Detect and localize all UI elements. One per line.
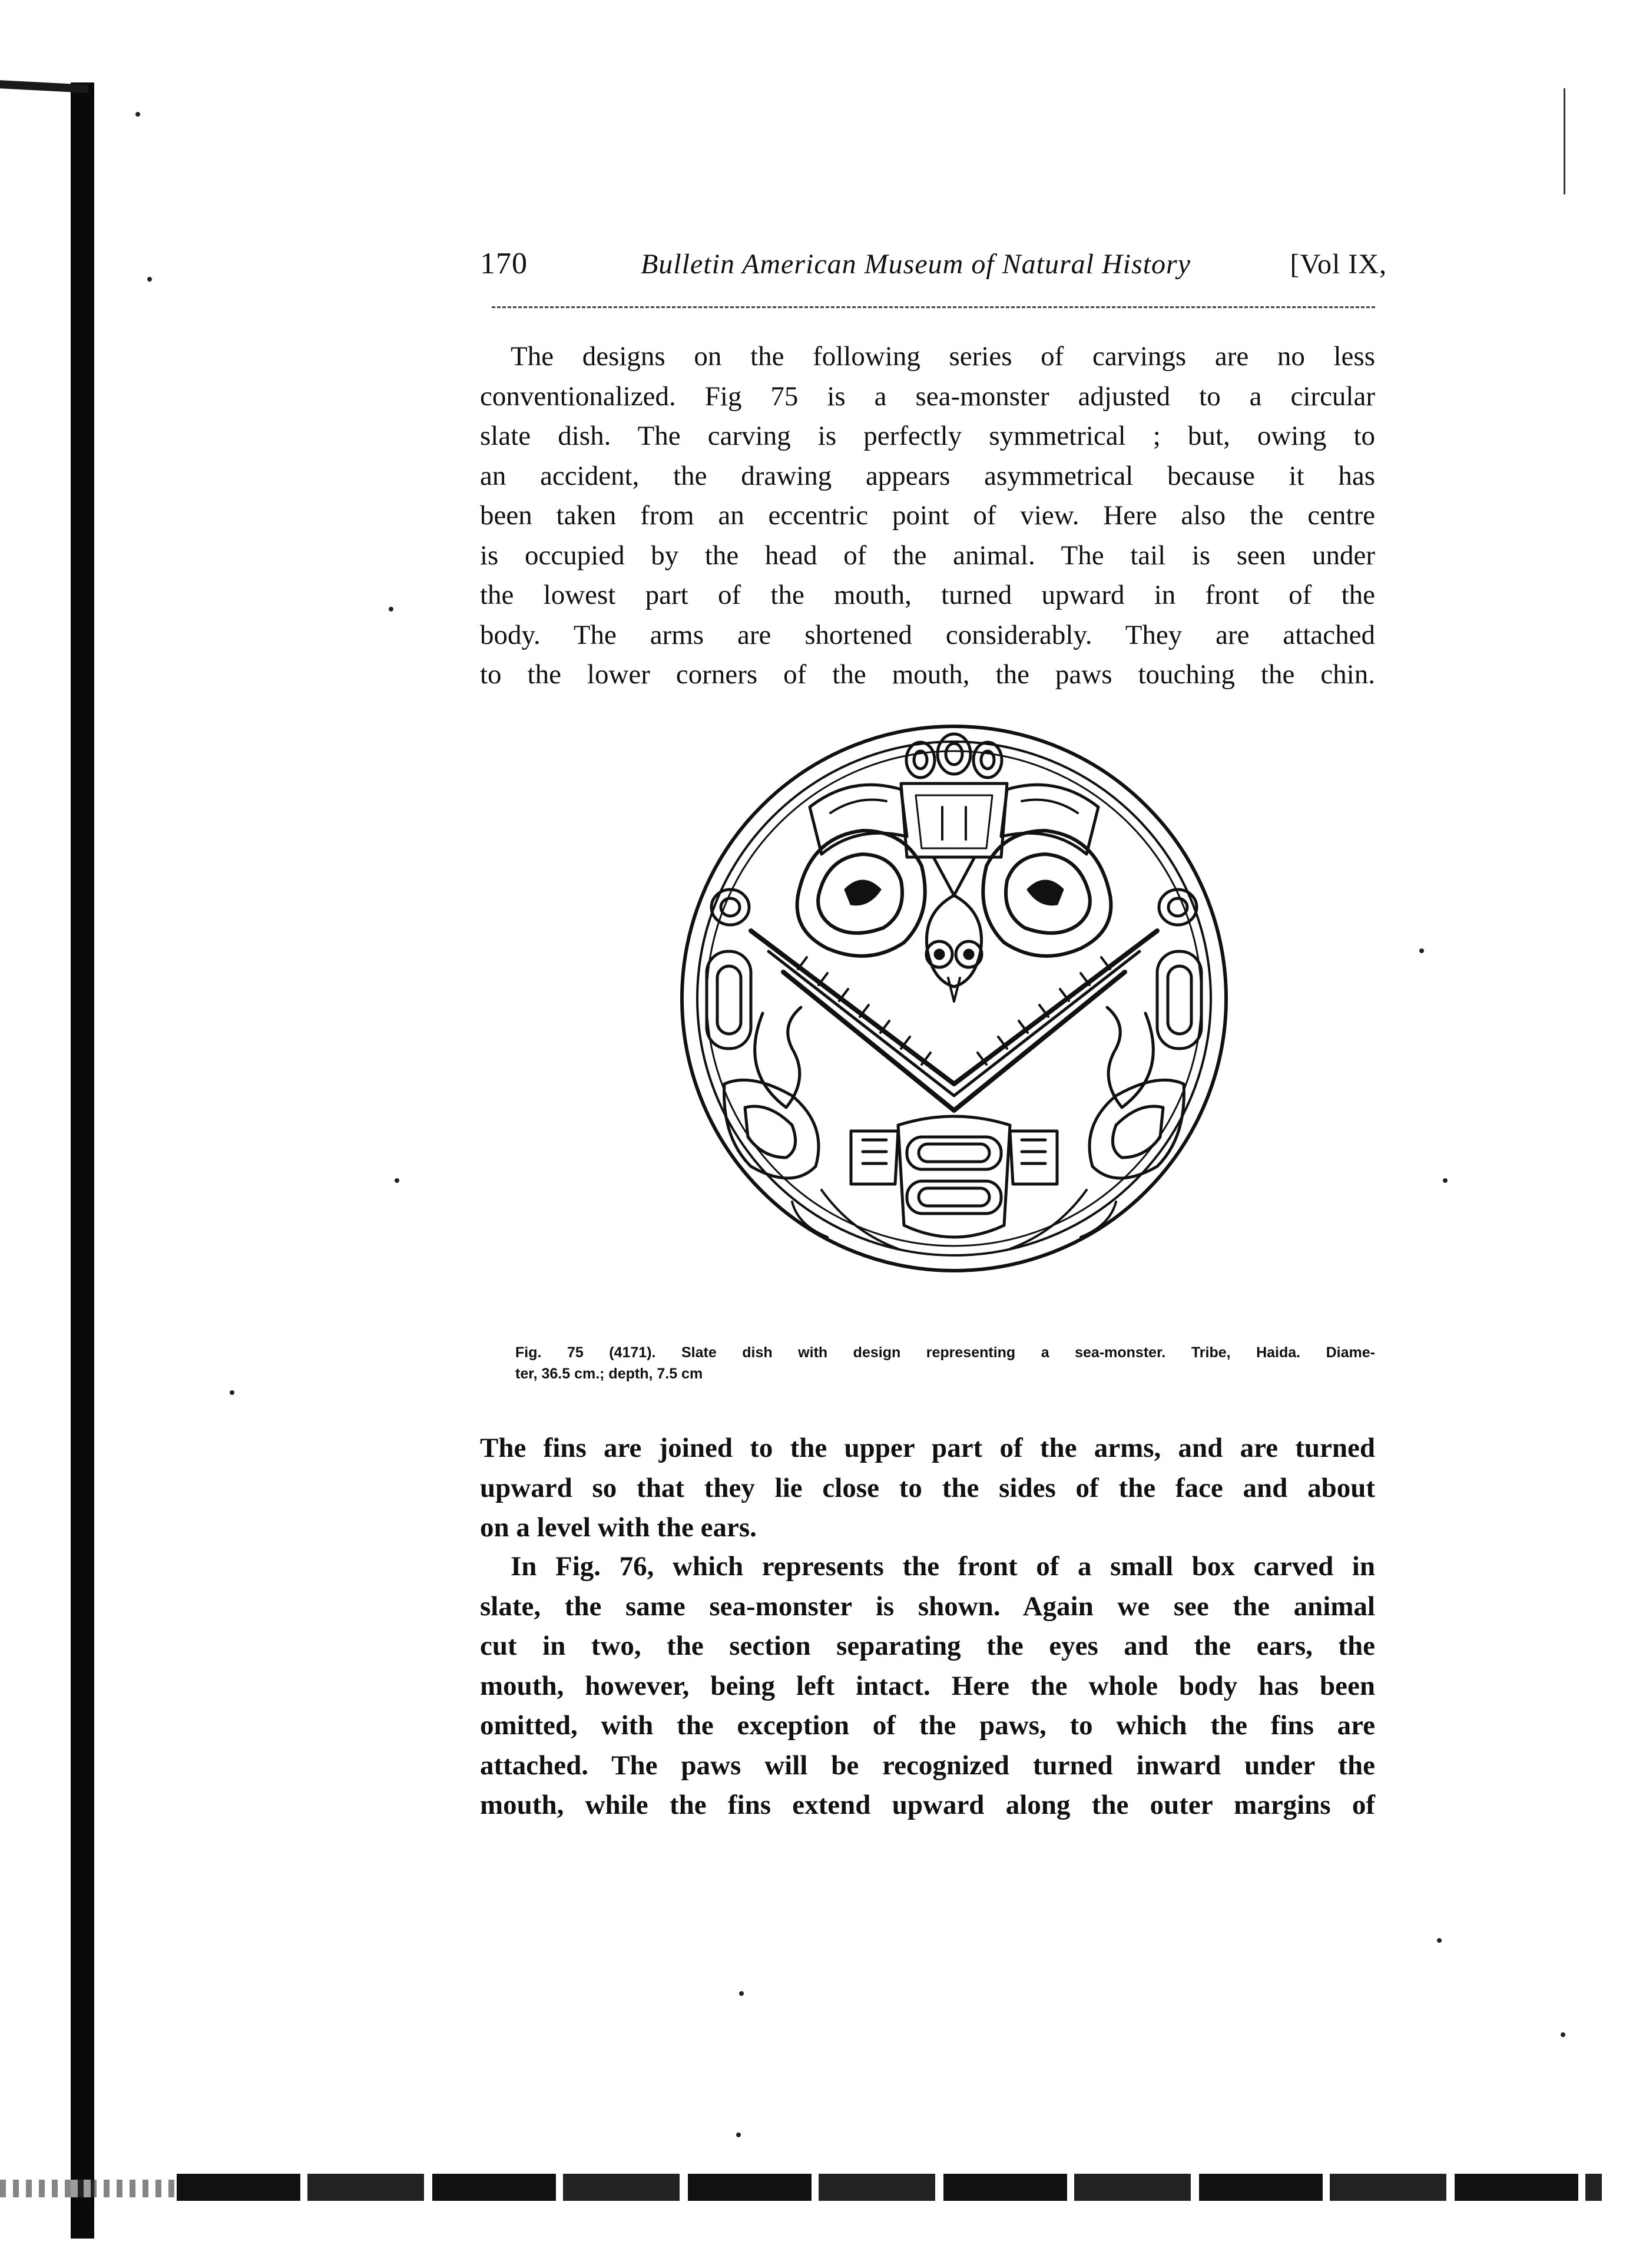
page-number: 170 bbox=[480, 247, 528, 280]
text-line: upward so that they lie close to the sides of the face and about bbox=[480, 1472, 1375, 1503]
scan-speck bbox=[395, 1178, 399, 1183]
scan-speck bbox=[389, 607, 393, 611]
scan-speck bbox=[1443, 1178, 1448, 1183]
scan-speck bbox=[147, 277, 152, 282]
text-line: is occupied by the head of the animal. The tail is seen under bbox=[480, 540, 1375, 571]
text-line: cut in two, the section separating the eyes and the ears, the bbox=[480, 1631, 1375, 1661]
paragraph bbox=[480, 1429, 1375, 1548]
text-line: mouth, however, being left intact. Here the whole body has been bbox=[480, 1670, 1375, 1701]
paragraph bbox=[480, 1547, 1375, 1826]
figure-caption bbox=[515, 1342, 1375, 1384]
text-line: The fins are joined to the upper part of the arms, and are turned bbox=[480, 1433, 1375, 1463]
text-line: slate, the same sea-monster is shown. Again we see the animal bbox=[480, 1591, 1375, 1622]
journal-title: Bulletin American Museum of Natural History bbox=[640, 249, 1191, 280]
text-line: The designs on the following series of carvings are no less bbox=[511, 341, 1375, 372]
header-rule bbox=[492, 306, 1375, 308]
text-line: conventionalized. Fig 75 is a sea-monster adjusted to a circular bbox=[480, 381, 1375, 412]
scan-speck bbox=[736, 2133, 741, 2137]
text-line: an accident, the drawing appears asymmetrical because it has bbox=[480, 460, 1375, 491]
scan-binding-shadow bbox=[71, 82, 94, 2239]
scan-speck bbox=[1561, 2032, 1565, 2037]
text-line: attached. The paws will be recognized turned inward under the bbox=[480, 1750, 1375, 1781]
caption-line: Fig. 75 (4171). Slate dish with design representing a sea-monster. Tribe, Haida. Diame- bbox=[515, 1344, 1375, 1361]
text-line: omitted, with the exception of the paws, to which the fins are bbox=[480, 1710, 1375, 1741]
paragraph bbox=[480, 337, 1375, 695]
scan-edge-mark bbox=[1564, 88, 1565, 194]
text-line: been taken from an eccentric point of view. Here also the centre bbox=[480, 500, 1375, 531]
scan-speck bbox=[230, 1390, 234, 1395]
scan-speck bbox=[1437, 1938, 1442, 1943]
text-line: slate dish. The carving is perfectly symmetrical ; but, owing to bbox=[480, 421, 1375, 451]
sea-monster-dish-illustration bbox=[674, 719, 1234, 1278]
volume-label: [Vol IX, bbox=[1290, 249, 1387, 280]
scan-bottom-smudge bbox=[0, 2180, 177, 2197]
text-line: to the lower corners of the mouth, the paws touching the chin. bbox=[480, 659, 1375, 690]
text-line: on a level with the ears. bbox=[480, 1512, 757, 1543]
scan-bottom-edge bbox=[177, 2174, 1602, 2201]
scan-speck bbox=[135, 112, 140, 117]
running-header bbox=[480, 246, 1387, 287]
text-line: In Fig. 76, which represents the front of a small box carved in bbox=[511, 1551, 1375, 1582]
scan-speck bbox=[739, 1991, 744, 1996]
text-line: mouth, while the fins extend upward along the outer margins of bbox=[480, 1790, 1375, 1820]
text-line: the lowest part of the mouth, turned upward in front of the bbox=[480, 580, 1375, 610]
text-line: body. The arms are shortened considerably. They are attached bbox=[480, 619, 1375, 650]
caption-line: ter, 36.5 cm.; depth, 7.5 cm bbox=[515, 1366, 703, 1382]
scan-speck bbox=[1419, 948, 1424, 953]
